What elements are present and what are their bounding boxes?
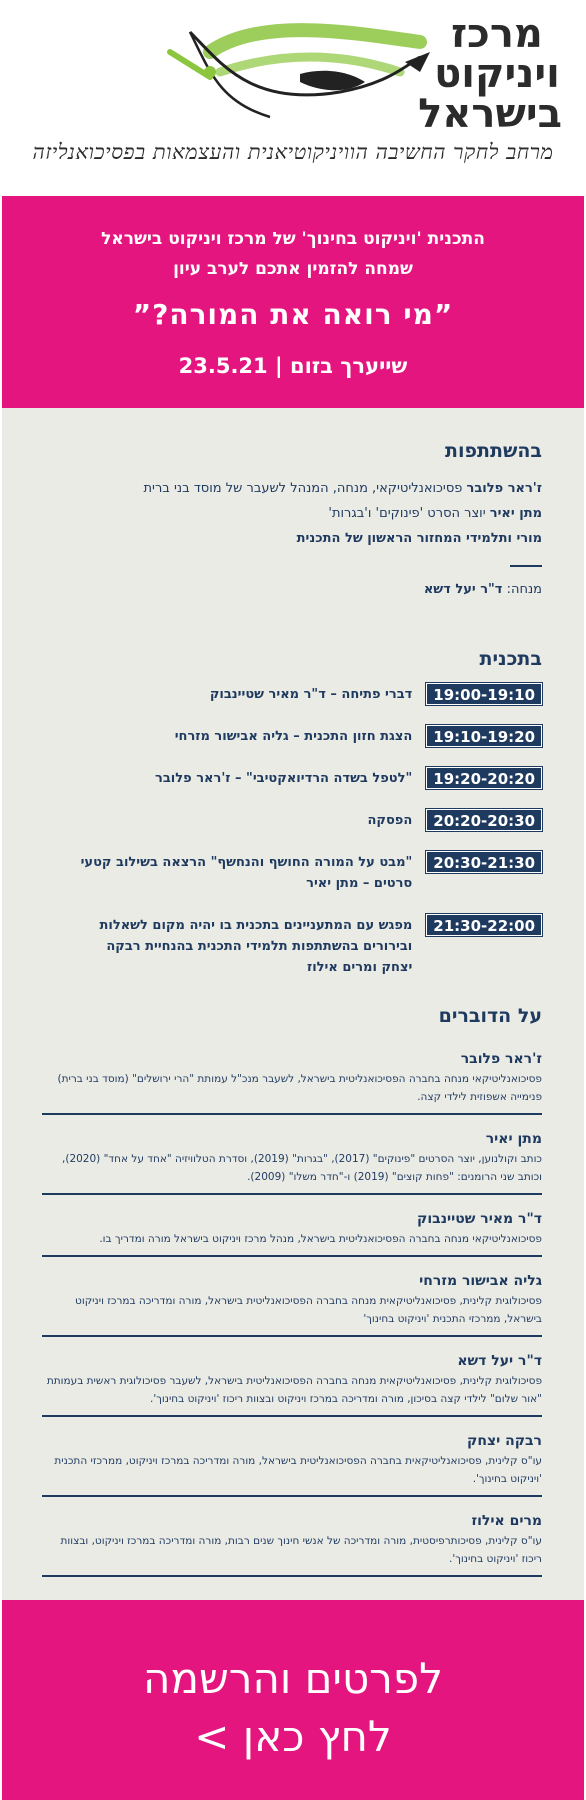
schedule-row — [42, 851, 542, 894]
participant-name: ז'ראר פלובר — [466, 481, 542, 496]
speaker-entry — [42, 1348, 542, 1417]
speaker-bio: פסיכואנליטיקאי מנחה בחברה הפסיכואנליטית בישראל, מנהל מרכז ויניקוט בישראל מורה ומדריך בו. — [99, 1233, 542, 1245]
cta-line-2[interactable]: לחץ כאן > — [194, 1712, 392, 1761]
schedule-time: 19:20-20:20 — [426, 767, 542, 789]
header — [0, 0, 586, 196]
schedule-row — [42, 914, 542, 978]
speaker-name: ז'ראר פלובר — [460, 1051, 542, 1067]
participants-list — [72, 476, 542, 602]
event-date: שייערך בזום | 23.5.21 — [178, 354, 408, 378]
logo-wordmark — [418, 11, 562, 137]
speakers-heading: על הדוברים — [438, 1005, 542, 1027]
schedule-time: 19:10-19:20 — [426, 725, 542, 747]
speaker-bio: פסיכולוגית קלינית, פסיכואנליטיקאית מנחה בחברה הפסיכואנליטית בישראל, מורה ומדריכה במרכז ויניקוט בישראל, ממרכזי התכנית 'ויניקוט בחינוך' — [75, 1295, 542, 1325]
schedule-list — [42, 683, 542, 998]
invitation-banner — [2, 196, 584, 408]
divider — [510, 565, 542, 567]
schedule-heading: בתכנית — [479, 648, 542, 670]
participant-line — [72, 476, 542, 501]
tagline: מרחב לחקר החשיבה הוויניקוטיאנית והעצמאות בפסיכואנליזה — [32, 140, 554, 164]
fish-logo-icon — [150, 12, 440, 132]
participant-name: מורי ותלמידי המחזור הראשון של התכנית — [296, 531, 542, 546]
speaker-entry — [42, 1428, 542, 1497]
schedule-row — [42, 809, 542, 831]
intro-line-2: שמחה להזמין אתכם לערב עיון — [173, 259, 413, 279]
host-label: מנחה: — [502, 582, 542, 597]
participant-desc: פסיכואנליטיקאי, מנחה, המנהל לשעבר של מוסד בני ברית — [143, 481, 467, 496]
participant-desc: יוצר הסרט 'פינוקים' ו'בגרות' — [328, 506, 490, 521]
schedule-text: דברי פתיחה – ד"ר מאיר שטיינבוק — [209, 687, 413, 702]
participant-name: מתן יאיר — [489, 506, 542, 521]
registration-link[interactable] — [2, 1600, 584, 1800]
speaker-bio: עו"ס קלינית, פסיכותרפיסטית, מורה ומדריכה של אנשי חינוך שנים רבות, מורה ומדריכה במרכז ויניקוט, ובצוות ריכוז 'ויניקוט בחינוך'. — [60, 1535, 542, 1565]
schedule-text: "מבט על המורה החושף והנחשף" הרצאה בשילוב קטעי סרטים – מתן יאיר — [80, 855, 413, 891]
invitation-intro — [2, 224, 584, 284]
host-name: ד"ר יעל דשא — [423, 582, 503, 597]
logo-line-1: מרכז — [451, 11, 543, 57]
speaker-entry — [42, 1268, 542, 1337]
speaker-name: מרים אילוז — [471, 1513, 542, 1529]
participant-line — [72, 501, 542, 526]
logo-line-3: בישראל — [418, 91, 562, 137]
speaker-bio: פסיכולוגית קלינית, פסיכואנליטיקאית מנחה בחברה הפסיכואנליטית בישראל, לשעבר פסיכולוגית ראשית בעמותת "אור שלום" לילדי קצה בסיכון, מורה ומדריכה במרכז ויניקוט ובצוות ריכוז 'ויניקוט בחינוך'. — [46, 1375, 542, 1405]
schedule-time: 20:30-21:30 — [426, 851, 542, 873]
schedule-time: 19:00-19:10 — [426, 683, 542, 705]
speaker-name: ד"ר מאיר שטיינבוק — [417, 1211, 542, 1227]
schedule-text: הצגת חזון התכנית – גליה אבישור מזרחי — [174, 729, 413, 744]
participant-line — [72, 526, 542, 551]
host-line — [72, 577, 542, 602]
speaker-name: גליה אבישור מזרחי — [419, 1273, 542, 1289]
speaker-entry — [42, 1126, 542, 1195]
speaker-bio: עו"ס קלינית, פסיכואנליטיקאית בחברה הפסיכואנליטית בישראל, מורה ומדריכה במרכז ויניקוט, ממרכזי התכנית 'ויניקוט בחינוך'. — [54, 1455, 542, 1485]
speaker-name: רבקה יצחק — [467, 1433, 542, 1449]
schedule-time: 21:30-22:00 — [426, 914, 542, 936]
speaker-name: מתן יאיר — [485, 1131, 542, 1147]
schedule-text: מפגש עם המתעניינים בתכנית בו יהיה מקום לשאלות ובירורים בהשתתפות תלמידי התכנית בהנחיית רבקה יצחק ומרים אילוז — [99, 918, 413, 975]
schedule-row — [42, 725, 542, 747]
schedule-time: 20:20-20:30 — [426, 809, 542, 831]
speaker-name: ד"ר יעל דשא — [457, 1353, 542, 1369]
event-title: ”מי רואה את המורה?” — [132, 298, 454, 331]
speaker-bio: פסיכואנליטיקאי מנחה בחברה הפסיכואנליטית בישראל, לשעבר מנכ"ל עמותת "הרי ירושלים" (מוסד בני ברית) פנימייה אשפוזית לילדי קצה. — [57, 1073, 542, 1103]
schedule-text: "לטפל בשדה הרדיואקטיבי" – ז'ראר פלובר — [155, 771, 413, 786]
speaker-entry — [42, 1206, 542, 1257]
schedule-row — [42, 767, 542, 789]
speaker-entry — [42, 1508, 542, 1577]
speakers-list — [42, 1046, 542, 1588]
participants-heading: בהשתתפות — [444, 440, 542, 462]
schedule-row — [42, 683, 542, 705]
cta-line-1[interactable]: לפרטים והרשמה — [143, 1654, 443, 1703]
logo-line-2: ויניקוט — [434, 51, 560, 97]
speaker-entry — [42, 1046, 542, 1115]
intro-line-1: התכנית 'ויניקוט בחינוך' של מרכז ויניקוט בישראל — [101, 229, 485, 249]
schedule-text: הפסקה — [367, 813, 413, 828]
speaker-bio: כותב וקולנוען, יוצר הסרטים "פינוקים" (2017), "בגרות" (2019), וסדרת הטלוויזיה "אחד על אחד" (2020), וכותב שני הרומנים: "פחות קוצים" (2019) ו-"חדר משלו" (2009). — [62, 1153, 542, 1183]
